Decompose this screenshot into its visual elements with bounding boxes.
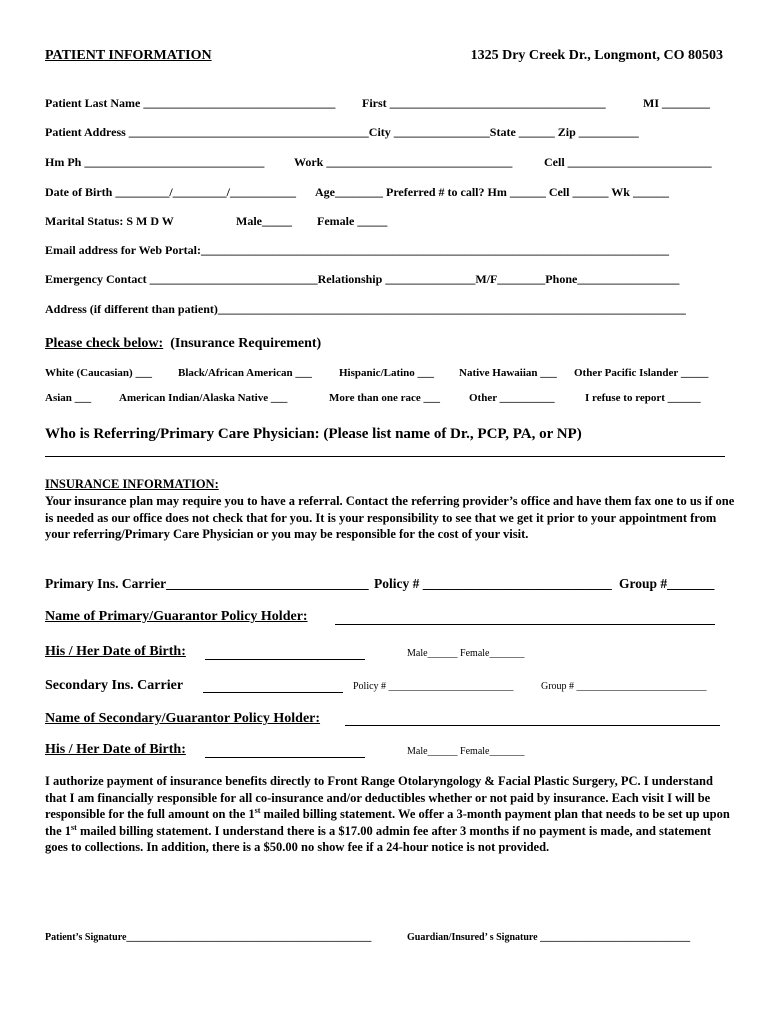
- secondary-group-field[interactable]: Group # __________________________: [541, 681, 707, 692]
- ethnicity-section: [45, 336, 321, 352]
- primary-sex-field[interactable]: Male______ Female_______: [407, 648, 525, 659]
- work-phone-field[interactable]: Work _______________________________: [294, 155, 513, 169]
- ethnicity-heading: Please check below:: [45, 336, 164, 351]
- primary-holder-line[interactable]: [335, 624, 715, 625]
- referring-physician-question: Who is Referring/Primary Care Physician: (Please list name of Dr., PCP, PA, or NP): [45, 426, 582, 442]
- patient-last-name-field[interactable]: Patient Last Name ________________________________: [45, 96, 336, 110]
- primary-group-field[interactable]: Group #_______: [619, 576, 715, 591]
- ethnicity-option-other[interactable]: Other __________: [469, 392, 555, 404]
- home-phone-field[interactable]: Hm Ph ______________________________: [45, 155, 265, 169]
- ethnicity-option-multiple[interactable]: More than one race ___: [329, 392, 440, 404]
- secondary-policy-field[interactable]: Policy # _________________________: [353, 681, 514, 692]
- male-field[interactable]: Male_____: [236, 214, 292, 228]
- marital-status-field[interactable]: Marital Status: S M D W: [45, 214, 174, 228]
- primary-dob-line[interactable]: [205, 659, 365, 660]
- age-preferred-phone-field[interactable]: Age________ Preferred # to call? Hm ______ Cell ______ Wk ______: [315, 185, 669, 199]
- patient-signature-field[interactable]: Patient’s Signature_________________________________________________: [45, 932, 372, 943]
- primary-carrier-field[interactable]: Primary Ins. Carrier______________________________: [45, 576, 369, 591]
- ethnicity-option-pacific-islander[interactable]: Other Pacific Islander _____: [574, 367, 709, 379]
- cell-phone-field[interactable]: Cell ________________________: [544, 155, 712, 169]
- guardian-signature-field[interactable]: Guardian/Insured’ s Signature ______________________________: [407, 932, 691, 943]
- primary-holder-label: Name of Primary/Guarantor Policy Holder:: [45, 609, 308, 624]
- ethnicity-option-native-hawaiian[interactable]: Native Hawaiian ___: [459, 367, 557, 379]
- primary-policy-field[interactable]: Policy # ____________________________: [374, 576, 612, 591]
- secondary-dob-label: His / Her Date of Birth:: [45, 742, 186, 757]
- secondary-sex-field[interactable]: Male______ Female_______: [407, 746, 525, 757]
- patient-address-field[interactable]: Patient Address ________________________________________City ________________State ______ Zip __________: [45, 125, 639, 139]
- insurance-heading: INSURANCE INFORMATION:: [45, 477, 219, 491]
- form-title: PATIENT INFORMATION: [45, 48, 212, 63]
- clinic-address: 1325 Dry Creek Dr., Longmont, CO 80503: [470, 48, 723, 63]
- insurance-note: Your insurance plan may require you to have a referral. Contact the referring provider’s office and have them fax one to us if one is needed as our office does not check that for you. It is your responsibility to see that we get it prior to your appointment from your referring/Primary Care Physician or you may be responsible for the cost of your visit.: [45, 494, 735, 541]
- ethnicity-option-white[interactable]: White (Caucasian) ___: [45, 367, 152, 379]
- ethnicity-option-refuse[interactable]: I refuse to report ______: [585, 392, 701, 404]
- patient-first-name-field[interactable]: First ____________________________________: [362, 96, 606, 110]
- secondary-carrier-label: Secondary Ins. Carrier: [45, 678, 184, 693]
- secondary-holder-label: Name of Secondary/Guarantor Policy Holder:: [45, 711, 321, 726]
- alternate-address-field[interactable]: Address (if different than patient)______________________________________________________________________________: [45, 302, 686, 316]
- date-of-birth-field[interactable]: Date of Birth _________/_________/___________: [45, 185, 296, 199]
- patient-mi-field[interactable]: MI ________: [643, 96, 710, 110]
- ethnicity-option-american-indian[interactable]: American Indian/Alaska Native ___: [119, 392, 288, 404]
- authorization-statement: I authorize payment of insurance benefits directly to Front Range Otolaryngology & Facial Plastic Surgery, PC. I understand that I am financially responsible for all co-insurance and/or deductibles whether or not paid by insurance. Each visit I will be responsible for the full amount on the 1st mailed billing statement. We offer a 3-month payment plan that needs to be set up upon the 1st mailed billing statement. I understand there is a $17.00 admin fee after 3 months if no payment is made, and statement goes to collections. In addition, there is a $50.00 no show fee if a 24-hour notice is not provided.: [45, 774, 730, 854]
- email-field[interactable]: Email address for Web Portal:______________________________________________________________________________: [45, 243, 669, 257]
- secondary-dob-line[interactable]: [205, 757, 365, 758]
- emergency-contact-field[interactable]: Emergency Contact ____________________________Relationship _______________M/F________Phone_________________: [45, 272, 680, 286]
- primary-dob-label: His / Her Date of Birth:: [45, 644, 186, 659]
- ethnicity-subheading: (Insurance Requirement): [170, 336, 322, 351]
- referring-physician-line[interactable]: [45, 456, 725, 457]
- ethnicity-option-black[interactable]: Black/African American ___: [178, 367, 312, 379]
- secondary-holder-line[interactable]: [345, 725, 720, 726]
- ethnicity-option-asian[interactable]: Asian ___: [45, 392, 92, 404]
- secondary-carrier-line[interactable]: [203, 692, 343, 693]
- ethnicity-option-hispanic[interactable]: Hispanic/Latino ___: [339, 367, 435, 379]
- female-field[interactable]: Female _____: [317, 214, 388, 228]
